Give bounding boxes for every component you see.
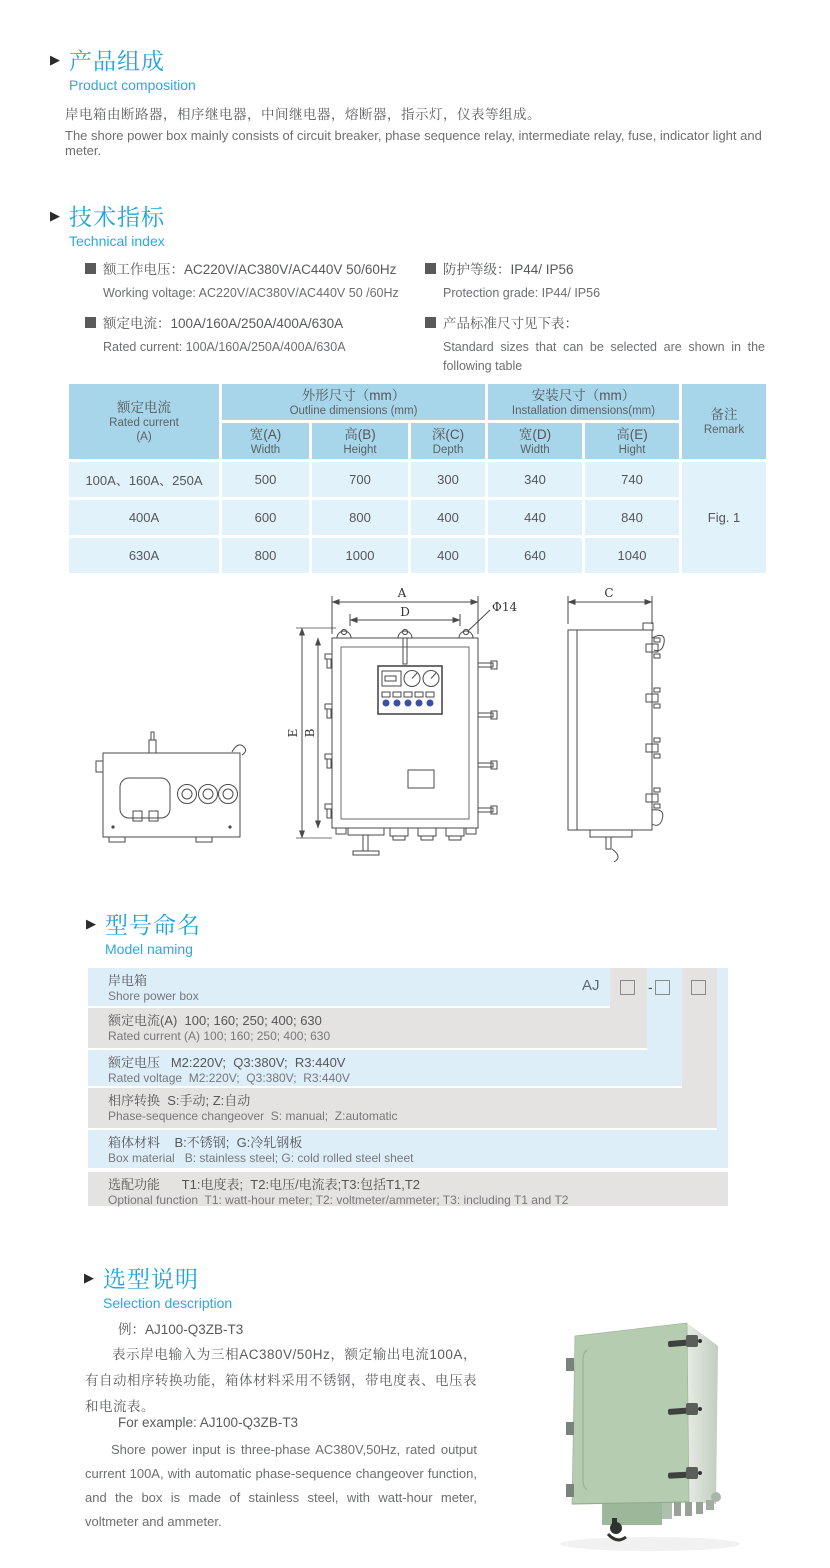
sub-header-height-e: 高(E) Hight [585,423,679,459]
section-arrow-icon: ▶ [50,208,60,223]
cell-current: 630A [69,538,219,573]
right-latches [478,661,497,814]
selection-body-cn: 表示岸电输入为三相AC380V/50Hz，额定输出电流100A，有自动相序转换功能，箱体材料采用不锈钢，带电度表、电压表和电流表。 [85,1347,477,1414]
model-prefix: AJ [582,977,600,994]
row-cn: 相序转换 S:手动; Z:自动 [108,1093,251,1108]
row-en: Optional function T1: watt-hour meter; T2: voltmeter/ammeter; T3: including T1 and T2 [108,1193,569,1207]
row-cn: 额定电流(A) 100; 160; 250; 400; 630 [108,1013,322,1028]
cell-depth-c: 400 [411,538,485,573]
cell-height-b: 700 [312,462,408,497]
cell-remark: Fig. 1 [682,462,766,573]
model-row-box-material [88,1130,728,1168]
cell-current: 400A [69,500,219,535]
bullet-square-icon [425,263,436,274]
spec-item-standard-sizes [425,312,770,376]
cell-height-b: 1000 [312,538,408,573]
row-en: Phase-sequence changeover S: manual; Z:automatic [108,1109,398,1123]
header-en: Rated current [109,417,179,429]
spec-en-text: Protection grade: IP44/ IP56 [443,286,601,300]
cell-height-e: 840 [585,500,679,535]
hole-label-phi14: Φ14 [492,600,518,614]
spec-cn-text: 额工作电压：AC220V/AC380V/AC440V 50/60Hz [103,262,397,277]
section-selection-header [84,1266,232,1311]
spec-en-text: Standard sizes that can be selected are shown in the following table [443,340,765,373]
cell-depth-c: 300 [411,462,485,497]
row-en: Box material B: stainless steel; G: cold rolled steel sheet [108,1151,414,1165]
section-title-cn: 选型说明 [103,1266,199,1292]
drawing-bottom-view [96,732,246,842]
model-row-shore-power-box [88,968,610,1006]
sub-header-width-d: 宽(D) Width [488,423,582,459]
sub-header-height-b: 高(B) Height [312,423,408,459]
header-cn: 备注 [710,407,738,422]
col-header-remark [682,384,766,459]
cell-width-d: 340 [488,462,582,497]
cell-height-b: 800 [312,500,408,535]
bullet-square-icon [85,263,96,274]
section-arrow-icon: ▶ [50,52,60,67]
section-title-en: Model naming [105,941,193,957]
dimension-table [66,381,769,576]
cell-width-d: 640 [488,538,582,573]
model-row-rated-voltage [88,1050,682,1086]
cell-width-d: 440 [488,500,582,535]
header-cn: 安装尺寸（mm） [531,387,636,403]
section-title-cn: 产品组成 [69,48,165,74]
cell-width-a: 800 [222,538,309,573]
group-header-outline [222,384,485,420]
left-latches [325,654,332,818]
header-unit: (A) [136,431,152,443]
dim-label-b: B [303,728,317,738]
spec-column-left [85,258,425,366]
row-cn: 选配功能 T1:电度表; T2:电压/电流表;T3:包括T1,T2 [108,1177,421,1192]
dim-label-a: A [397,586,407,600]
sub-header-depth-c: 深(C) Depth [411,423,485,459]
section-arrow-icon: ▶ [84,1270,94,1285]
section-technical-index-header [50,204,165,249]
table-row [69,538,766,573]
code-box-voltage [648,978,670,995]
side-hinges [646,638,660,808]
section-title-cn: 技术指标 [69,204,165,230]
section-title-en: Product composition [69,77,196,93]
header-cn: 外形尺寸（mm） [301,387,406,403]
product-photo [550,1296,806,1566]
table-row [69,500,766,535]
cell-width-a: 500 [222,462,309,497]
spec-column-right [425,258,770,385]
header-en: Outline dimensions (mm) [289,404,418,417]
code-box-optional [691,978,706,995]
row-en: Rated current (A) 100; 160; 250; 400; 630 [108,1029,331,1043]
selection-example-cn: 例：AJ100-Q3ZB-T3 [118,1322,244,1337]
section-title-en: Technical index [69,233,165,249]
code-box-current [620,978,635,995]
spec-en-text: Rated current: 100A/160A/250A/400A/630A [103,340,346,354]
section-product-composition-header [50,48,196,93]
cell-height-e: 1040 [585,538,679,573]
row-en: Rated voltage M2:220V; Q3:380V; R3:440V [108,1071,350,1085]
header-cn: 额定电流 [117,400,171,415]
row-cn: 箱体材料 B:不锈钢; G:冷轧钢板 [108,1135,303,1150]
cell-current: 100A、160A、250A [69,462,219,497]
cell-height-e: 740 [585,462,679,497]
spec-cn-text: 产品标准尺寸见下表： [443,316,578,331]
spec-en-text: Working voltage: AC220V/AC380V/AC440V 50 /60Hz [103,286,399,300]
row-cn: 额定电压 M2:220V; Q3:380V; R3:440V [108,1055,346,1070]
section-arrow-icon: ▶ [86,916,96,931]
bullet-square-icon [425,317,436,328]
model-row-optional-function [88,1172,728,1206]
spec-cn-text: 防护等级：IP44/ IP56 [443,262,574,277]
technical-drawings [0,580,830,880]
spec-item-rated-current [85,312,425,357]
row-en: Shore power box [108,989,199,1003]
table-row [69,462,766,497]
product-composition-text-cn: 岸电箱由断路器，相序继电器，中间继电器，熔断器，指示灯，仪表等组成。 [65,107,541,122]
sub-header-width-a: 宽(A) Width [222,423,309,459]
section-model-naming-header [86,912,201,957]
col-header-rated-current [69,384,219,459]
dim-label-e: E [286,728,300,738]
header-en: Remark [703,424,745,436]
spec-item-working-voltage [85,258,425,303]
model-row-rated-current [88,1008,647,1048]
header-en: Installation dimensions(mm) [511,404,656,417]
model-row-phase-sequence [88,1088,717,1128]
row-cn: 岸电箱 [108,973,148,988]
cell-width-a: 600 [222,500,309,535]
cell-depth-c: 400 [411,500,485,535]
indicator-lights [382,692,434,707]
drawing-front-view [296,596,497,855]
selection-body-en: Shore power input is three-phase AC380V,50Hz, rated output current 100A, with automatic phase-sequence changeover function, and the box is made of stainless steel, with watt-hour meter, voltmeter and ammeter. [85,1442,477,1529]
group-header-installation [488,384,679,420]
bullet-square-icon [85,317,96,328]
drawing-side-view [568,596,664,862]
dim-label-d: D [400,605,410,619]
dim-label-c: C [604,586,614,600]
model-naming-table [88,968,728,1208]
product-composition-text-en: The shore power box mainly consists of circuit breaker, phase sequence relay, intermediate relay, fuse, indicator light and meter. [65,128,762,158]
code-dash: - [648,979,653,996]
section-title-cn: 型号命名 [105,912,201,938]
spec-cn-text: 额定电流：100A/160A/250A/400A/630A [103,316,344,331]
selection-example-en: For example: AJ100-Q3ZB-T3 [118,1415,299,1430]
section-title-en: Selection description [103,1295,233,1311]
spec-item-protection-grade [425,258,770,303]
